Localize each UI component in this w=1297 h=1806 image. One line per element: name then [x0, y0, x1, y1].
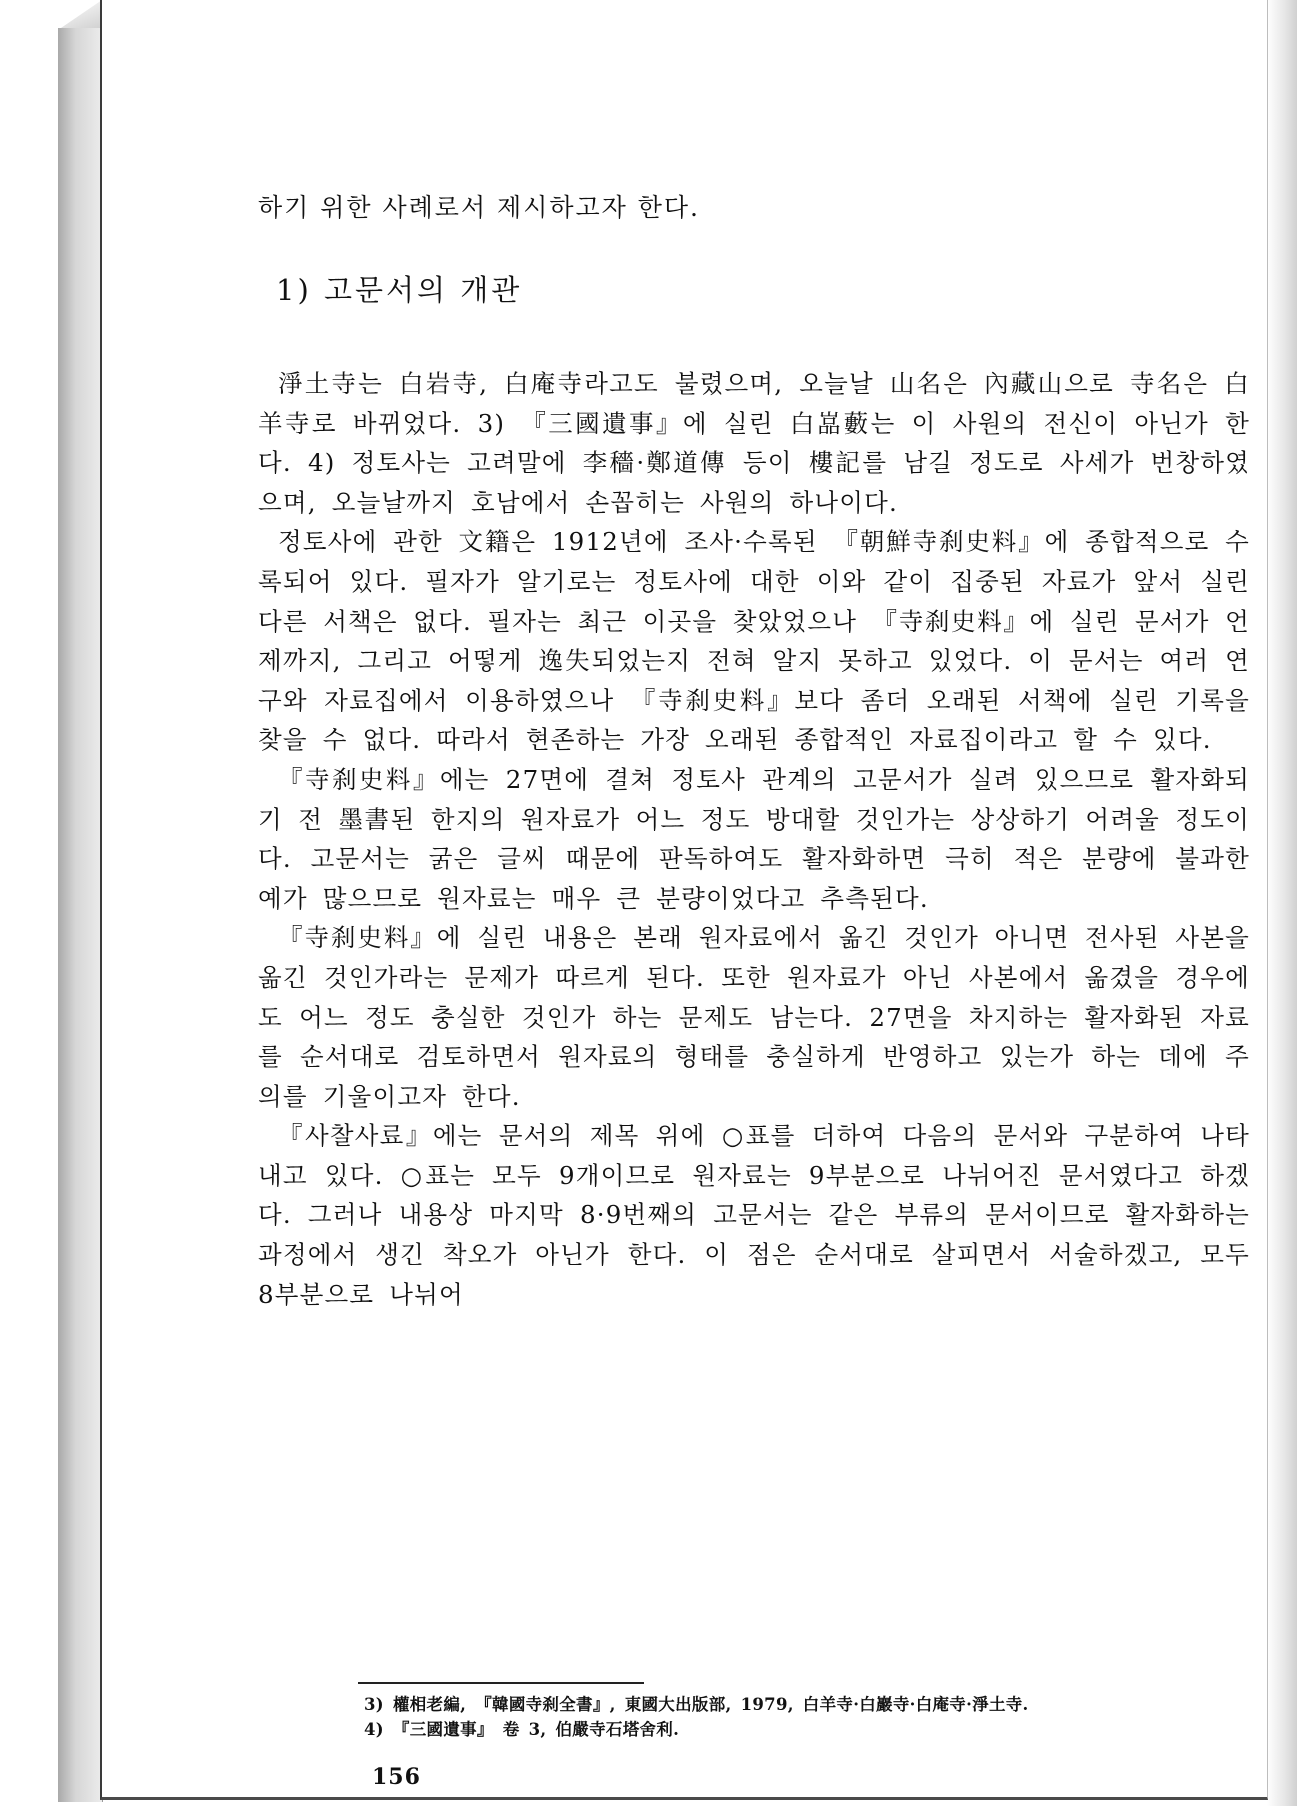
page-content: [258, 188, 1250, 1314]
paragraph: 『寺刹史料』에 실린 내용은 본래 원자료에서 옮긴 것인가 아니면 전사된 사본을 옮긴 것인가라는 문제가 따르게 된다. 또한 원자료가 아닌 사본에서 옮겼을 경우에도 어느 정도 충실한 것인가 하는 문제도 남는다. 27면을 차지하는 활자화된 자료를 순서대로 검토하면서 원자료의 형태를 충실하게 반영하고 있는가 하는 데에 주의를 기울이고자 한다.: [258, 923, 1250, 1111]
paragraph: 『사찰사료』에는 문서의 제목 위에 ○표를 더하여 다음의 문서와 구분하여 나타내고 있다. ○표는 모두 9개이므로 원자료는 9부분으로 나뉘어진 문서였다고 하겠다. 그러나 내용상 마지막 8·9번째의 고문서는 같은 부류의 문서이므로 활자화하는 과정에서 생긴 착오가 아닌가 한다. 이 점은 순서대로 살피면서 서술하겠고, 모두 8부분으로 나뉘어: [258, 1121, 1251, 1309]
paragraph: 淨土寺는 白岩寺, 白庵寺라고도 불렸으며, 오늘날 山名은 內藏山으로 寺名은 白羊寺로 바뀌었다. 3) 『三國遺事』에 실린 白嵓藪는 이 사원의 전신이 아닌가 한다. 4) 정토사는 고려말에 李穡·鄭道傳 등이 樓記를 남길 정도로 사세가 번창하였으며, 오늘날까지 호남에서 손꼽히는 사원의 하나이다.: [258, 369, 1250, 517]
book-page: [100, 0, 1268, 1800]
body-text: [258, 364, 1250, 1314]
book-spine-top: [58, 0, 102, 30]
continued-sentence: 하기 위한 사례로서 제시하고자 한다.: [258, 193, 700, 222]
footnote-3: 3) 權相老編, 『韓國寺刹全書』, 東國大出版部, 1979, 白羊寺·白巖寺·白庵寺·淨土寺.: [364, 1695, 1029, 1714]
book-spine-edge: [58, 28, 103, 1802]
page-number: 156: [372, 1764, 421, 1790]
paragraph: 『寺刹史料』에는 27면에 결쳐 정토사 관계의 고문서가 실려 있으므로 활자화되기 전 墨書된 한지의 원자료가 어느 정도 방대할 것인가는 상상하기 어려울 정도이다. 고문서는 굵은 글씨 때문에 판독하여도 활자화하면 극히 적은 분량에 불과한 예가 많으므로 원자료는 매우 큰 분량이었다고 추측된다.: [258, 764, 1250, 913]
footnote-divider: [358, 1682, 644, 1684]
page-edge-right: [1267, 0, 1297, 1806]
paragraph: 정토사에 관한 文籍은 1912년에 조사·수록된 『朝鮮寺刹史料』에 종합적으로 수록되어 있다. 필자가 알기로는 정토사에 대한 이와 같이 집중된 자료가 앞서 실린 다른 서책은 없다. 필자는 최근 이곳을 찾았었으나 『寺刹史料』에 실린 문서가 언제까지, 그리고 어떻게 逸失되었는지 전혀 알지 못하고 있었다. 이 문서는 여러 연구와 자료집에서 이용하였으나 『寺刹史料』보다 좀더 오래된 서책에 실린 기록을 찾을 수 없다. 따라서 현존하는 가장 오래된 종합적인 자료집이라고 할 수 있다.: [258, 527, 1250, 755]
section-heading: 1) 고문서의 개관: [276, 273, 523, 307]
footnotes: [364, 1692, 1264, 1742]
footnote-4: 4) 『三國遺事』 卷 3, 伯嚴寺石塔舍利.: [364, 1720, 680, 1739]
